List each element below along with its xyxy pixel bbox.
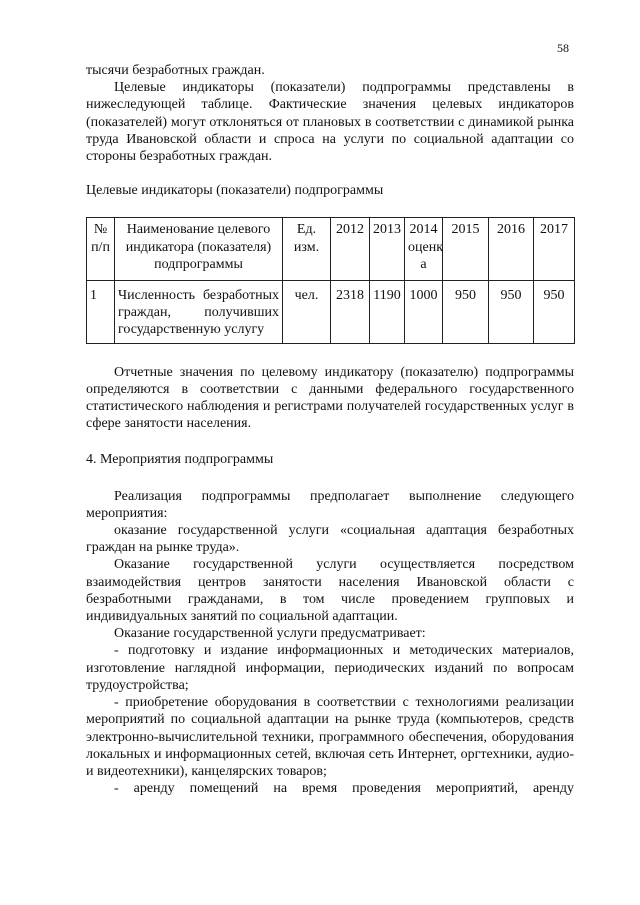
cell-2015: 950 [443, 281, 489, 344]
header-2016: 2016 [489, 218, 534, 281]
cell-2016: 950 [489, 281, 534, 344]
header-2012: 2012 [331, 218, 370, 281]
section-paragraph-1: Реализация подпрограммы предполагает выполнение следующего мероприятия: [86, 488, 574, 521]
intro-line-end: тысячи безработных граждан. [86, 63, 265, 78]
cell-2014: 1000 [405, 281, 443, 344]
cell-num: 1 [87, 281, 115, 344]
cell-name: Численность безработных граждан, получивших государственную услугу [115, 281, 283, 344]
document-body [86, 62, 574, 797]
bullet-item-3: - аренду помещений на время проведения мероприятий, аренду [114, 781, 574, 797]
cell-2017: 950 [534, 281, 575, 344]
cell-2013: 1190 [370, 281, 405, 344]
header-num: № п/п [87, 218, 115, 281]
indicators-table [86, 217, 575, 343]
header-name: Наименование целевого индикатора (показателя) подпрограммы [115, 218, 283, 281]
bullet-item-1: - подготовку и издание информационных и методических материалов, изготовление наглядной информации, периодических изданий по вопросам трудоустройства; [86, 643, 574, 693]
header-2015: 2015 [443, 218, 489, 281]
table-title: Целевые индикаторы (показатели) подпрограммы [86, 183, 384, 199]
section-paragraph-4: Оказание государственной услуги предусматривает: [114, 626, 426, 642]
header-unit: Ед. изм. [283, 218, 331, 281]
section-paragraph-3: Оказание государственной услуги осуществляется посредством взаимодействия центров занятости населения Ивановской области с безработными гражданами, в том числе проведением групповых и индивидуальных занятий по социальной адаптации. [86, 557, 574, 625]
cell-2012: 2318 [331, 281, 370, 344]
bullet-item-2: - приобретение оборудования в соответствии с технологиями реализации мероприятий по социальной адаптации на рынке труда (компьютеров, средств электронно-вычислительной техники, программного обеспечения, оборудования локальных и информационных сетей, включая сеть Интернет, оргтехники, аудио- и видеотехники), канцелярских товаров; [86, 695, 574, 779]
table-row [87, 281, 575, 344]
header-2013: 2013 [370, 218, 405, 281]
page-number: 58 [557, 41, 569, 55]
cell-unit: чел. [283, 281, 331, 344]
section-paragraph-2: оказание государственной услуги «социальная адаптация безработных граждан на рынке труда». [86, 523, 574, 556]
table-header-row [87, 218, 575, 281]
header-2014: 2014 оценк а [405, 218, 443, 281]
header-2017: 2017 [534, 218, 575, 281]
section-title: 4. Мероприятия подпрограммы [86, 452, 274, 468]
after-table-paragraph: Отчетные значения по целевому индикатору (показателю) подпрограммы определяются в соответствии с данными федерального государственного статистического наблюдения и регистрами получателей государственных услуг в сфере занятости населения. [86, 364, 574, 432]
intro-paragraph: Целевые индикаторы (показатели) подпрограммы представлены в нижеследующей таблице. Фактические значения целевых индикаторов (показателей) могут отклоняться от плановых в соответствии с динамикой рынка труда Ивановской области и спроса на услуги по социальной адаптации со стороны безработных граждан. [86, 80, 574, 165]
